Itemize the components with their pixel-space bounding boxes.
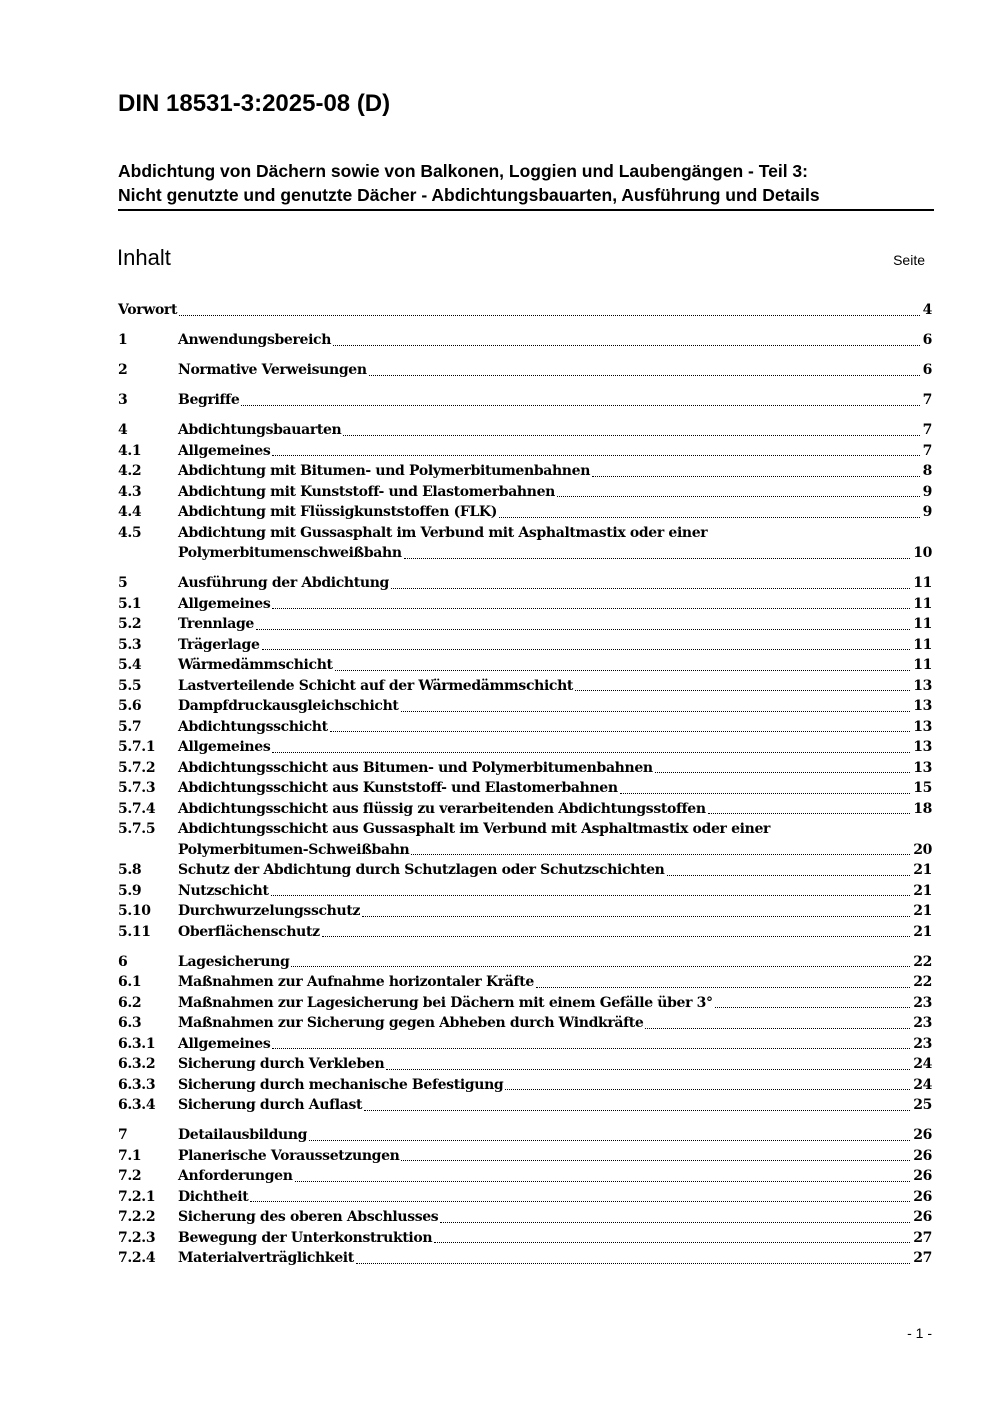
toc-entry-title: Abdichtungsschicht aus Bitumen- und Polymerbitumenbahnen xyxy=(178,759,653,776)
page-column-label: Seite xyxy=(893,252,925,268)
toc-entry-number: 6.3 xyxy=(118,1015,142,1031)
toc-entry[interactable] xyxy=(118,594,932,615)
toc-entry-page: 13 xyxy=(913,759,932,776)
toc-dot-leader xyxy=(272,1047,910,1049)
table-of-contents xyxy=(118,300,932,1269)
toc-entry-number: 5.7.2 xyxy=(118,759,156,776)
footer-page-number: - 1 - xyxy=(907,1325,932,1341)
toc-entry-number: 7 xyxy=(118,1127,128,1143)
toc-entry-page: 23 xyxy=(913,1015,932,1031)
toc-entry-title: Dampfdruckausgleichschicht xyxy=(178,698,399,714)
toc-entry-page: 9 xyxy=(922,504,932,520)
toc-entry[interactable] xyxy=(118,1095,932,1116)
toc-entry-number: 6.2 xyxy=(118,994,142,1011)
toc-entry-page: 11 xyxy=(913,636,932,653)
toc-entry-title: Allgemeines xyxy=(178,1035,271,1052)
toc-heading: Inhalt xyxy=(117,245,171,270)
toc-entry-title: Anwendungsbereich xyxy=(178,332,332,348)
toc-entry[interactable] xyxy=(118,461,932,482)
toc-dot-leader xyxy=(620,792,911,794)
toc-entry-title: Abdichtungsbauarten xyxy=(178,422,342,438)
toc-entry[interactable] xyxy=(118,1248,932,1269)
toc-entry-page: 23 xyxy=(913,1035,932,1052)
toc-entry-title: Trennlage xyxy=(178,616,254,632)
toc-entry-number: 5.7.5 xyxy=(118,821,156,837)
toc-entry-title: Abdichtung mit Flüssigkunststoffen (FLK) xyxy=(178,504,498,520)
toc-dot-leader xyxy=(330,730,910,732)
toc-dot-leader xyxy=(386,1068,910,1070)
toc-entry-page: 11 xyxy=(913,657,932,673)
toc-dot-leader xyxy=(271,894,911,896)
toc-dot-leader xyxy=(309,1139,910,1141)
toc-entry-title: Sicherung durch mechanische Befestigung xyxy=(178,1076,504,1093)
toc-dot-leader xyxy=(391,587,910,589)
toc-entry-page: 7 xyxy=(922,442,932,459)
toc-entry-title: Lastverteilende Schicht auf der Wärmedämmschicht xyxy=(178,677,574,694)
toc-dot-leader xyxy=(505,1088,910,1090)
toc-entry-number: 5.8 xyxy=(118,862,142,878)
toc-entry-number: 4.1 xyxy=(118,442,142,459)
toc-entry[interactable] xyxy=(118,993,932,1014)
toc-entry-page: 23 xyxy=(913,994,932,1011)
toc-entry-title: Abdichtung mit Gussasphalt im Verbund mit Asphaltmastix oder einer xyxy=(178,524,708,541)
toc-dot-leader xyxy=(272,454,919,456)
toc-entry-title: Trägerlage xyxy=(178,636,260,653)
toc-entry-page: 20 xyxy=(913,841,932,858)
toc-entry-title: Anforderungen xyxy=(178,1168,293,1184)
toc-entry[interactable] xyxy=(118,482,932,503)
toc-entry-number: 6.3.2 xyxy=(118,1056,156,1072)
toc-entry-number: 5.4 xyxy=(118,657,142,673)
toc-entry-page: 25 xyxy=(913,1097,932,1113)
toc-dot-leader xyxy=(369,374,920,376)
toc-entry-number: 7.2 xyxy=(118,1168,142,1184)
toc-dot-leader xyxy=(272,751,910,753)
toc-entry[interactable] xyxy=(118,330,932,351)
toc-entry-page: 21 xyxy=(913,903,932,919)
toc-entry-page: 21 xyxy=(913,923,932,940)
toc-entry-title: Allgemeines xyxy=(178,595,271,612)
toc-entry-page: 13 xyxy=(913,677,932,694)
toc-entry-page: 13 xyxy=(913,718,932,735)
toc-entry-page: 13 xyxy=(913,739,932,755)
toc-entry-title: Durchwurzelungsschutz xyxy=(178,903,361,919)
toc-entry-title: Ausführung der Abdichtung xyxy=(178,575,389,591)
toc-entry-continuation[interactable] xyxy=(118,543,932,564)
toc-dot-leader xyxy=(343,434,919,436)
toc-entry-number: 5.9 xyxy=(118,882,142,899)
toc-entry[interactable] xyxy=(118,1075,932,1096)
toc-dot-leader xyxy=(708,812,911,814)
toc-entry-page: 7 xyxy=(922,422,932,438)
toc-entry-title: Detailausbildung xyxy=(178,1127,308,1143)
toc-entry-title: Sicherung durch Auflast xyxy=(178,1097,363,1113)
toc-entry[interactable] xyxy=(118,860,932,881)
toc-entry-title-continued: Polymerbitumenschweißbahn xyxy=(178,545,402,561)
toc-entry-title: Schutz der Abdichtung durch Schutzlagen oder Schutzschichten xyxy=(178,862,665,878)
toc-entry[interactable] xyxy=(118,300,932,321)
toc-entry-number: 1 xyxy=(118,332,128,348)
toc-entry-page: 8 xyxy=(922,463,932,479)
toc-dot-leader xyxy=(241,404,919,406)
toc-entry[interactable] xyxy=(118,502,932,523)
toc-dot-leader xyxy=(499,516,920,518)
toc-entry-title: Vorwort xyxy=(118,302,178,318)
toc-entry-page: 11 xyxy=(913,575,932,591)
toc-entry[interactable] xyxy=(118,441,932,462)
toc-entry[interactable] xyxy=(118,1013,932,1034)
toc-entry[interactable] xyxy=(118,778,932,799)
toc-entry-number: 5.2 xyxy=(118,616,142,632)
toc-entry-page: 26 xyxy=(913,1209,932,1225)
toc-dot-leader xyxy=(440,1221,910,1223)
toc-entry-number: 4 xyxy=(118,422,128,438)
toc-dot-leader xyxy=(401,1159,910,1161)
toc-entry-page: 6 xyxy=(922,332,932,348)
toc-entry-title: Maßnahmen zur Sicherung gegen Abheben durch Windkräfte xyxy=(178,1015,644,1031)
toc-entry[interactable] xyxy=(118,799,932,820)
toc-entry-title: Allgemeines xyxy=(178,739,271,755)
toc-entry-title: Wärmedämmschicht xyxy=(178,657,333,673)
toc-entry-number: 2 xyxy=(118,362,128,378)
toc-entry-number: 5.7.1 xyxy=(118,739,156,755)
toc-dot-leader xyxy=(291,965,910,967)
toc-entry-number: 6 xyxy=(118,953,128,970)
toc-entry-page: 6 xyxy=(922,362,932,378)
toc-entry[interactable] xyxy=(118,972,932,993)
toc-entry-title: Sicherung durch Verkleben xyxy=(178,1056,385,1072)
document-subtitle xyxy=(118,159,934,211)
toc-dot-leader xyxy=(262,648,911,650)
toc-entry-title: Normative Verweisungen xyxy=(178,362,367,378)
toc-entry-title: Abdichtungsschicht xyxy=(178,718,328,735)
toc-entry[interactable] xyxy=(118,614,932,635)
toc-entry[interactable] xyxy=(118,360,932,381)
toc-entry-number: 5.7 xyxy=(118,718,142,735)
toc-entry-title: Materialverträglichkeit xyxy=(178,1250,354,1266)
toc-entry-page: 22 xyxy=(913,953,932,970)
toc-entry[interactable] xyxy=(118,1207,932,1228)
toc-entry[interactable] xyxy=(118,717,932,738)
toc-entry-page: 10 xyxy=(913,545,932,561)
toc-dot-leader xyxy=(362,915,910,917)
toc-entry-number: 7.1 xyxy=(118,1147,142,1164)
toc-entry-number: 3 xyxy=(118,392,128,408)
toc-entry-title: Oberflächenschutz xyxy=(178,923,320,940)
toc-entry[interactable] xyxy=(118,1034,932,1055)
toc-entry[interactable] xyxy=(118,737,932,758)
toc-entry-number: 4.2 xyxy=(118,463,142,479)
toc-entry-title: Allgemeines xyxy=(178,442,271,459)
toc-entry-number: 5.10 xyxy=(118,903,151,919)
toc-entry[interactable] xyxy=(118,635,932,656)
toc-entry-title: Planerische Voraussetzungen xyxy=(178,1147,400,1164)
toc-entry-page: 11 xyxy=(913,595,932,612)
toc-entry-page: 24 xyxy=(913,1056,932,1072)
toc-entry-page: 9 xyxy=(922,483,932,500)
toc-entry-title: Nutzschicht xyxy=(178,882,269,899)
toc-entry-number: 7.2.1 xyxy=(118,1188,156,1205)
toc-entry-page: 13 xyxy=(913,698,932,714)
toc-entry-number: 4.4 xyxy=(118,504,142,520)
toc-dot-leader xyxy=(557,495,920,497)
toc-entry-title: Abdichtung mit Bitumen- und Polymerbitumenbahnen xyxy=(178,463,591,479)
toc-dot-leader xyxy=(592,475,920,477)
toc-entry-number: 5.7.4 xyxy=(118,800,156,817)
toc-dot-leader xyxy=(655,771,910,773)
toc-entry[interactable] xyxy=(118,881,932,902)
toc-dot-leader xyxy=(250,1200,910,1202)
toc-entry[interactable] xyxy=(118,1187,932,1208)
toc-entry-page: 7 xyxy=(922,392,932,408)
toc-entry[interactable] xyxy=(118,655,932,676)
subtitle-line-1: Abdichtung von Dächern sowie von Balkonen, Loggien und Laubengängen - Teil 3: xyxy=(118,161,808,181)
toc-entry-page: 24 xyxy=(913,1076,932,1093)
toc-dot-leader xyxy=(335,669,911,671)
toc-entry-number: 6.3.4 xyxy=(118,1097,156,1113)
toc-dot-leader xyxy=(322,935,911,937)
toc-entry-title: Begriffe xyxy=(178,392,240,408)
toc-entry-title: Abdichtung mit Kunststoff- und Elastomerbahnen xyxy=(178,483,555,500)
toc-entry-number: 5.11 xyxy=(118,923,151,940)
toc-dot-leader xyxy=(295,1180,911,1182)
toc-dot-leader xyxy=(272,607,910,609)
toc-entry[interactable] xyxy=(118,420,932,441)
subtitle-line-2: Nicht genutzte und genutzte Dächer - Abdichtungsbauarten, Ausführung und Details xyxy=(118,185,820,205)
toc-entry-number: 5.6 xyxy=(118,698,142,714)
toc-entry[interactable] xyxy=(118,1146,932,1167)
toc-entry-title: Maßnahmen zur Lagesicherung bei Dächern mit einem Gefälle über 3° xyxy=(178,994,713,1011)
toc-entry-page: 18 xyxy=(913,800,932,817)
toc-entry[interactable] xyxy=(118,819,932,840)
toc-entry[interactable] xyxy=(118,1125,932,1146)
toc-entry-number: 7.2.4 xyxy=(118,1250,156,1266)
toc-entry-number: 5.7.3 xyxy=(118,780,156,796)
toc-entry[interactable] xyxy=(118,758,932,779)
toc-entry-number: 4.3 xyxy=(118,483,142,500)
toc-entry-page: 27 xyxy=(913,1250,932,1266)
toc-dot-leader xyxy=(404,557,911,559)
toc-entry-number: 6.3.1 xyxy=(118,1035,156,1052)
toc-entry-page: 26 xyxy=(913,1127,932,1143)
toc-dot-leader xyxy=(179,314,920,316)
toc-entry-number: 6.3.3 xyxy=(118,1076,156,1093)
toc-dot-leader xyxy=(411,853,910,855)
toc-entry-title: Bewegung der Unterkonstruktion xyxy=(178,1229,433,1246)
toc-entry-page: 27 xyxy=(913,1229,932,1246)
toc-dot-leader xyxy=(256,628,910,630)
toc-entry-title: Abdichtungsschicht aus Kunststoff- und Elastomerbahnen xyxy=(178,780,618,796)
toc-entry[interactable] xyxy=(118,523,932,544)
toc-entry-title-continued: Polymerbitumen-Schweißbahn xyxy=(178,841,410,858)
toc-entry-number: 5.5 xyxy=(118,677,142,694)
toc-dot-leader xyxy=(434,1241,910,1243)
toc-entry-page: 26 xyxy=(913,1168,932,1184)
toc-entry-number: 7.2.2 xyxy=(118,1209,156,1225)
toc-entry-number: 5.3 xyxy=(118,636,142,653)
toc-entry-title: Maßnahmen zur Aufnahme horizontaler Kräfte xyxy=(178,974,534,990)
toc-entry-continuation[interactable] xyxy=(118,840,932,861)
toc-entry-page: 21 xyxy=(913,862,932,878)
toc-entry-page: 21 xyxy=(913,882,932,899)
toc-entry-page: 15 xyxy=(913,780,932,796)
toc-entry-number: 4.5 xyxy=(118,524,142,541)
toc-entry-title: Lagesicherung xyxy=(178,953,290,970)
toc-entry[interactable] xyxy=(118,676,932,697)
toc-dot-leader xyxy=(715,1006,910,1008)
toc-dot-leader xyxy=(645,1027,910,1029)
toc-dot-leader xyxy=(356,1262,910,1264)
toc-entry[interactable] xyxy=(118,1054,932,1075)
toc-entry-title: Sicherung des oberen Abschlusses xyxy=(178,1209,439,1225)
toc-entry-page: 26 xyxy=(913,1147,932,1164)
toc-entry-number: 5 xyxy=(118,575,128,591)
toc-dot-leader xyxy=(667,874,911,876)
toc-entry[interactable] xyxy=(118,922,932,943)
toc-entry[interactable] xyxy=(118,1228,932,1249)
toc-dot-leader xyxy=(575,689,910,691)
toc-entry[interactable] xyxy=(118,952,932,973)
toc-entry-page: 26 xyxy=(913,1188,932,1205)
toc-dot-leader xyxy=(536,986,910,988)
toc-entry-title: Abdichtungsschicht aus flüssig zu verarbeitenden Abdichtungsstoffen xyxy=(178,800,706,817)
toc-entry-number: 5.1 xyxy=(118,595,142,612)
toc-entry[interactable] xyxy=(118,1166,932,1187)
toc-entry-number: 7.2.3 xyxy=(118,1229,156,1246)
toc-entry-title: Abdichtungsschicht aus Gussasphalt im Verbund mit Asphaltmastix oder einer xyxy=(178,821,771,837)
toc-entry[interactable] xyxy=(118,696,932,717)
toc-dot-leader xyxy=(364,1109,910,1111)
toc-entry-page: 4 xyxy=(922,302,932,318)
toc-dot-leader xyxy=(401,710,911,712)
document-title: DIN 18531-3:2025-08 (D) xyxy=(118,90,391,117)
toc-entry-number: 6.1 xyxy=(118,974,142,990)
toc-entry[interactable] xyxy=(118,390,932,411)
toc-entry-title: Dichtheit xyxy=(178,1188,249,1205)
toc-entry-page: 22 xyxy=(913,974,932,990)
toc-entry[interactable] xyxy=(118,573,932,594)
toc-entry-page: 11 xyxy=(913,616,932,632)
toc-dot-leader xyxy=(333,344,920,346)
toc-entry[interactable] xyxy=(118,901,932,922)
